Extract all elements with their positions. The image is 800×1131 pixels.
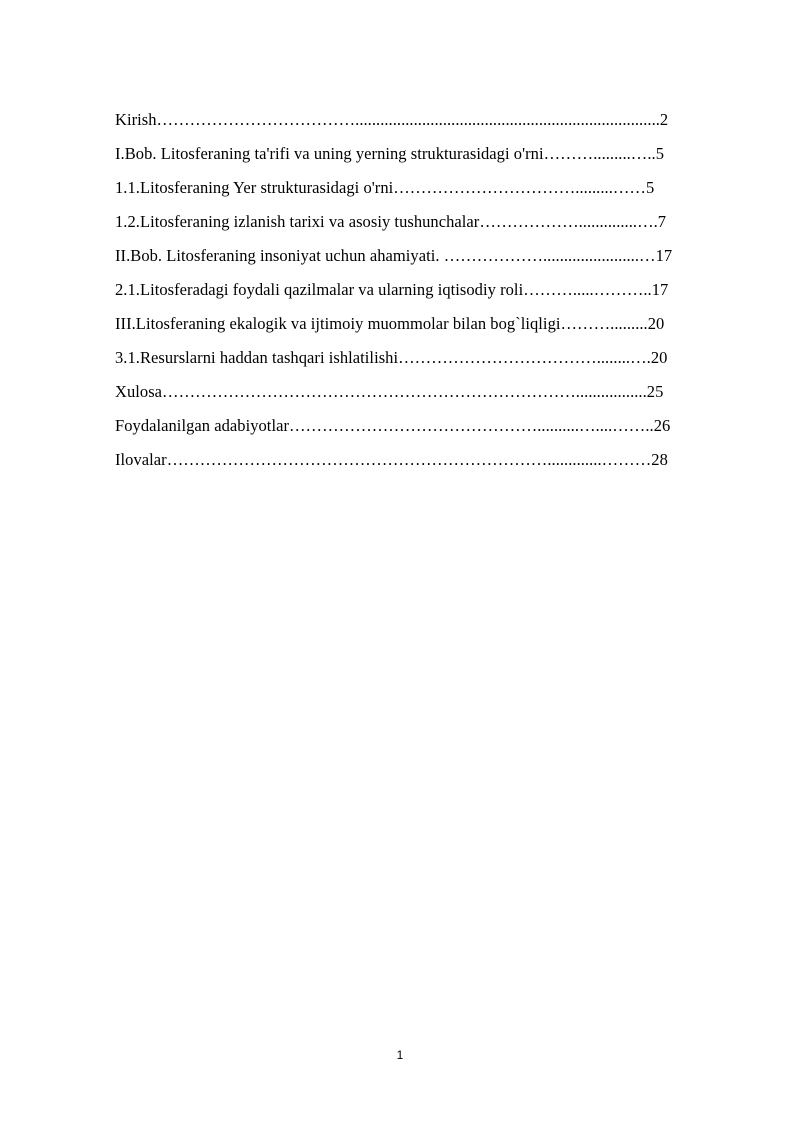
toc-entry-chapter-1: I.Bob. Litosferaning ta'rifi va uning yerning strukturasidagi o'rni……….........…..5 [115,144,665,163]
toc-entry-section-2-1: 2.1.Litosferadagi foydali qazilmalar va ularning iqtisodiy roli……….....………..17 [115,280,669,299]
toc-entry-chapter-2: II.Bob. Litosferaning insoniyat uchun ahamiyati. ……………….......................…17 [115,246,673,265]
toc-entry-references: Foydalanilgan adabiyotlar………………………………………..........…....……..26 [115,416,671,435]
page-number: 1 [396,1048,404,1062]
toc-entry-section-1-2: 1.2.Litosferaning izlanish tarixi va asosiy tushunchalar………………..............….7 [115,212,667,231]
toc-entry-chapter-3: III.Litosferaning ekalogik va ijtimoiy muommolar bilan bog`liqligi……….........20 [115,314,665,333]
toc-entry-section-3-1: 3.1.Resurslarni haddan tashqari ishlatilishi………………………………........….20 [115,348,668,367]
toc-entry-appendices: Ilovalar…………………………………………………………….............………28 [115,450,668,469]
table-of-contents [115,108,745,482]
toc-entry-section-1-1: 1.1.Litosferaning Yer strukturasidagi o'rni…………………………….........……5 [115,178,655,197]
toc-entry-kirish: Kirish……………………………….........................................................................2 [115,110,669,129]
toc-entry-xulosa: Xulosa………………………………………………………………….................25 [115,382,664,401]
